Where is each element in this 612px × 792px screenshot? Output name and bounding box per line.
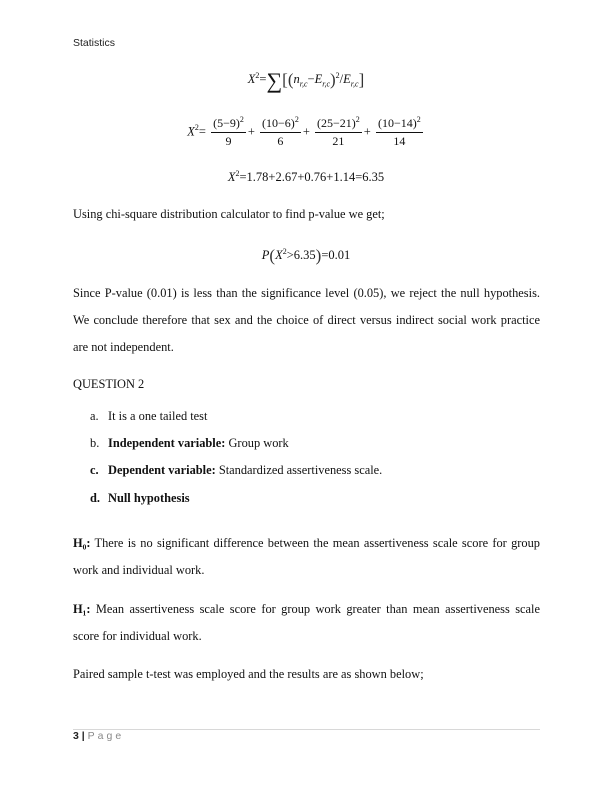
list-item-a: a. It is a one tailed test [90, 409, 208, 423]
list-item-b: b. Independent variable: Group work [90, 436, 289, 450]
term-3: $\frac{(25-21)^2}{21}$ [317, 115, 360, 148]
page-label: Page [87, 730, 125, 742]
question-heading: QUESTION 2 [73, 377, 145, 391]
footer-separator: | [81, 730, 85, 742]
list-item-c: c. Dependent variable: Standardized assertiveness scale. [90, 463, 383, 477]
chi-square-substitution: $X^2=$ $\frac{(5-9)^2}{9}$ + $\frac{(10-6)^2}{6}$ + $\frac{(25-21)^2}{21}$ + $\frac{(10-14)^2}{14}$ [187, 115, 421, 148]
list-item-d: d. Null hypothesis [90, 491, 190, 505]
footer-divider [73, 729, 540, 730]
term-2: $\frac{(10-6)^2}{6}$ [262, 115, 299, 148]
null-hypothesis-paragraph: H₀: There is no significant difference between the mean assertiveness scale score for group work and individual work. [73, 536, 540, 577]
conclusion-paragraph: Since P-value (0.01) is less than the significance level (0.05), we reject the null hypothesis. We conclude therefore that sex and the choice of direct versus indirect social work practice are not independent. [73, 286, 540, 354]
chi-square-result: $X^2=1.78+2.67+0.76+1.14=6.35$ [227, 168, 385, 184]
page-header: Statistics [73, 37, 116, 49]
paired-test-text: Paired sample t-test was employed and the results are as shown below; [73, 667, 424, 681]
page-footer [73, 730, 124, 742]
alternative-hypothesis-paragraph: H₁: Mean assertiveness scale score for group work greater than mean assertiveness scale score for individual work. [73, 602, 540, 643]
chi-square-formula: $X^2=\sum[(n_{r,c}-E_{r,c})^2/E_{r,c}]$ [247, 68, 365, 93]
term-4: $\frac{(10-14)^2}{14}$ [377, 115, 421, 148]
term-1: $\frac{(5-9)^2}{9}$ [213, 115, 244, 148]
calc-intro-text: Using chi-square distribution calculator to find p-value we get; [73, 207, 385, 221]
p-value-equation: $P(X^2>6.35)=0.01$ [261, 246, 351, 265]
page-number: 3 [73, 730, 79, 742]
